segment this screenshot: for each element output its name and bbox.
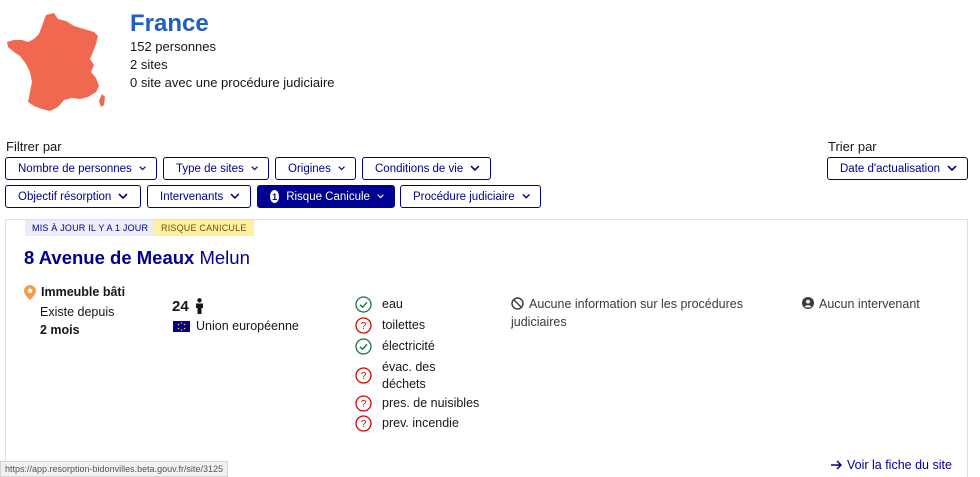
chevron-down-icon [230,193,240,200]
question-icon [355,415,372,432]
france-map-icon [4,12,108,112]
chevron-down-icon [947,165,957,172]
filter-procedure-label: Procédure judiciaire [413,190,515,203]
condition-label: évac. des déchets [382,360,436,391]
filter-heat-risk-button[interactable] [257,185,395,208]
condition-pests [355,395,512,412]
filter-intervenants-label: Intervenants [160,190,224,203]
condition-label: pres. de nuisibles [382,396,480,410]
site-address: 8 Avenue de Meaux [24,247,195,268]
chevron-down-icon [118,193,128,200]
view-site-link-label: Voir la fiche du site [847,458,952,472]
svg-text:?: ? [360,399,367,411]
svg-text:?: ? [360,371,367,383]
population-count: 24 [172,298,189,315]
question-icon [355,395,372,412]
filter-procedure-button[interactable] [400,185,541,208]
heat-risk-tag: RISQUE CANICULE [154,220,254,236]
check-icon [355,296,372,313]
filter-people-label: Nombre de personnes [18,162,132,175]
condition-toilets [355,317,472,334]
filter-heat-risk-label: Risque Canicule [286,190,370,203]
filter-intervenants-button[interactable] [147,185,251,208]
view-site-link[interactable] [831,458,952,472]
sort-value: Date d'actualisation [840,162,941,175]
chevron-down-icon [139,165,146,172]
updated-tag: MIS À JOUR IL Y A 1 JOUR [25,220,155,236]
chevron-down-icon [522,193,530,200]
sites-count: 2 sites [130,57,168,72]
procedure-text: Aucune information sur les procédures judiciaires [511,297,744,329]
browser-status-url: https://app.resorption-bidonvilles.beta.gouv.fr/site/3125 [0,461,228,477]
chevron-down-icon [470,165,480,172]
site-type: Immeuble bâti [41,285,126,299]
check-icon [355,338,372,355]
existing-since-value: 2 mois [40,323,80,337]
question-icon [355,367,372,384]
user-circle-icon [802,297,814,309]
filter-resorption-button[interactable] [5,185,141,208]
intervenants-text: Aucun intervenant [819,297,920,311]
site-city: Melun [199,247,250,268]
person-icon [194,298,205,314]
sort-button[interactable] [827,157,968,180]
procedures-count: 0 site avec une procédure judiciaire [130,75,335,90]
filter-label: Filtrer par [6,139,62,154]
existing-since-label: Existe depuis [40,305,115,319]
condition-fire [355,415,512,432]
sort-label: Trier par [828,139,877,154]
header-info [130,10,335,92]
condition-electricity [355,338,472,355]
location-pin-icon [24,285,36,300]
svg-text:?: ? [360,321,367,333]
active-filter-count-badge: 1 [270,190,279,203]
filter-resorption-label: Objectif résorption [18,190,112,203]
page-title: France [130,10,209,37]
filter-origins-label: Origines [288,162,331,175]
condition-waste [355,359,454,393]
eu-flag-icon [173,321,190,332]
condition-label: électricité [382,339,435,353]
chevron-down-icon [338,165,345,172]
site-title[interactable] [24,247,250,269]
condition-label: prev. incendie [382,416,459,430]
chevron-down-icon [251,165,258,172]
arrow-right-icon [831,460,843,470]
origin-label: Union européenne [196,319,299,333]
filter-origins-button[interactable] [275,157,356,180]
svg-text:?: ? [360,419,367,431]
people-count: 152 personnes [130,39,217,54]
condition-label: eau [382,297,403,311]
site-card[interactable] [5,219,968,477]
condition-water [355,296,472,313]
filter-living-conditions-label: Conditions de vie [375,162,464,175]
condition-label: toilettes [382,318,426,332]
filter-people-button[interactable] [5,157,157,180]
filter-site-type-label: Type de sites [176,162,244,175]
filter-site-type-button[interactable] [163,157,269,180]
chevron-down-icon [377,193,384,200]
question-icon [355,317,372,334]
filter-living-conditions-button[interactable] [362,157,491,180]
